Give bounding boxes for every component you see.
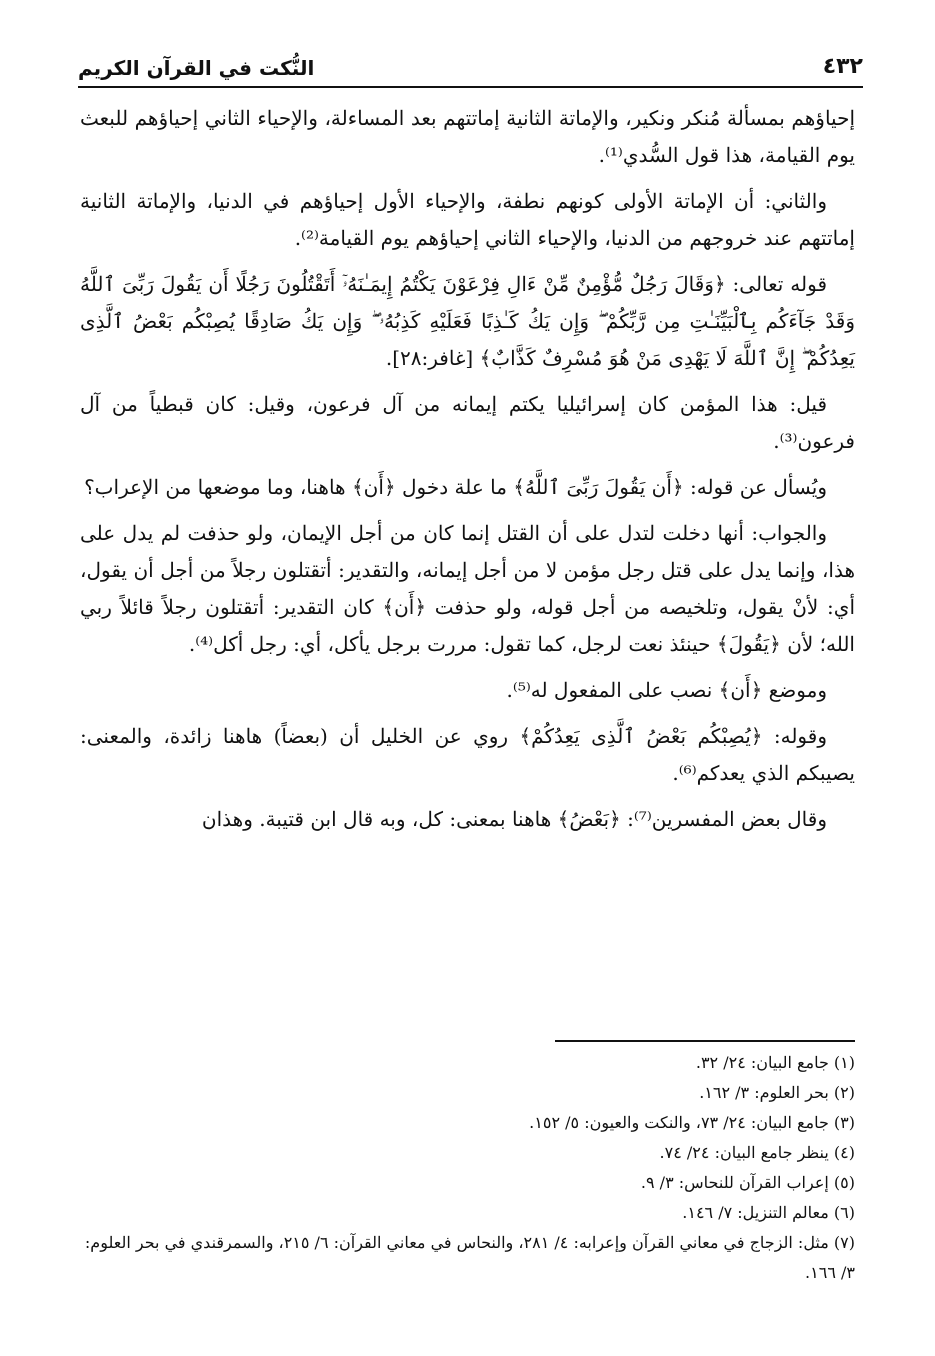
paragraph: وموضع ﴿أَن﴾ نصب على المفعول له⁽⁵⁾.: [506, 678, 827, 702]
footnote: (٦) معالم التنزيل: ٧/ ١٤٦.: [682, 1203, 855, 1222]
paragraph: إحياؤهم بمسألة مُنكر ونكير، والإماتة الثانية إماتتهم بعد المساءلة، والإحياء الثاني إحياؤهم للبعث يوم القيامة، هذا قول السُّدي⁽¹⁾.: [80, 106, 855, 167]
page-header: [78, 52, 863, 88]
footnotes: [80, 1048, 855, 1288]
main-text: [80, 100, 855, 847]
footnote-separator: [555, 1040, 855, 1042]
paragraph: ويُسأل عن قوله: ﴿أَن يَقُولَ رَبِّىَ ٱللَّهُ﴾ ما علة دخول ﴿أَن﴾ هاهنا، وما موضعها من الإعراب؟: [84, 475, 827, 499]
footnote: (٣) جامع البيان: ٢٤/ ٧٣، والنكت والعيون: ٥/ ١٥٢.: [529, 1113, 855, 1132]
page-number: ٤٣٢: [822, 54, 863, 79]
paragraph: والجواب: أنها دخلت لتدل على أن القتل إنما كان من أجل الإيمان، ولو حذفت لم يدل على هذا، وإنما يدل على قتل رجل مؤمن لا من أجل إيمانه، والتقدير: أتقتلون رجلاً من أجل أن يقول، أي: لأنْ يقول، وتلخيصه من أجل قوله، ولو حذفت ﴿أَن﴾ كان التقدير: أتقتلون رجلاً قائلاً ربي الله؛ لأن ﴿يَقُولَ﴾ حينئذ نعت لرجل، كما تقول: مررت برجل يأكل، أي: رجل أكل⁽⁴⁾.: [80, 521, 855, 656]
paragraph: والثاني: أن الإماتة الأولى كونهم نطفة، والإحياء الأول إحياؤهم في الدنيا، والإماتة الثانية إماتتهم عند خروجهم من الدنيا، والإحياء الثاني إحياؤهم يوم القيامة⁽²⁾.: [80, 189, 855, 250]
paragraph: وقال بعض المفسرين⁽⁷⁾: ﴿بَعْضُ﴾ هاهنا بمعنى: كل، وبه قال ابن قتيبة. وهذان: [201, 807, 827, 831]
footnote: (٥) إعراب القرآن للنحاس: ٣/ ٩.: [640, 1173, 855, 1192]
footnote: (٧) مثل: الزجاج في معاني القرآن وإعرابه: ٤/ ٢٨١، والنحاس في معاني القرآن: ٦/ ٢١٥، والسمرقندي في بحر العلوم: ٣/ ١٦٦.: [84, 1233, 855, 1282]
footnote: (٤) ينظر جامع البيان: ٢٤/ ٧٤.: [659, 1143, 855, 1162]
footnote: (٢) بحر العلوم: ٣/ ١٦٢.: [699, 1083, 855, 1102]
paragraph: قوله تعالى: ﴿وَقَالَ رَجُلٌ مُّؤْمِنٌ مِّنْ ءَالِ فِرْعَوْنَ يَكْتُمُ إِيمَـٰنَهُۥٓ أَتَقْتُلُونَ رَجُلًا أَن يَقُولَ رَبِّىَ ٱللَّهُ وَقَدْ جَآءَكُم بِٱلْبَيِّنَـٰتِ مِن رَّبِّكُمْ ۖ وَإِن يَكُ كَـٰذِبًا فَعَلَيْهِ كَذِبُهُۥ ۖ وَإِن يَكُ صَادِقًا يُصِبْكُم بَعْضُ ٱلَّذِى يَعِدُكُمْ ۖ إِنَّ ٱللَّهَ لَا يَهْدِى مَنْ هُوَ مُسْرِفٌ كَذَّابٌ﴾ [غافر:٢٨].: [80, 272, 855, 370]
running-title: النُّكت في القرآن الكريم: [78, 56, 315, 80]
paragraph: قيل: هذا المؤمن كان إسرائيليا يكتم إيمانه من آل فرعون، وقيل: كان قبطياً من آل فرعون⁽³⁾.: [80, 392, 855, 453]
paragraph: وقوله: ﴿يُصِبْكُم بَعْضُ ٱلَّذِى يَعِدُكُمْ﴾ روي عن الخليل أن (بعضاً) هاهنا زائدة، والمعنى: يصيبكم الذي يعدكم⁽⁶⁾.: [80, 724, 855, 785]
footnote: (١) جامع البيان: ٢٤/ ٣٢.: [695, 1053, 855, 1072]
